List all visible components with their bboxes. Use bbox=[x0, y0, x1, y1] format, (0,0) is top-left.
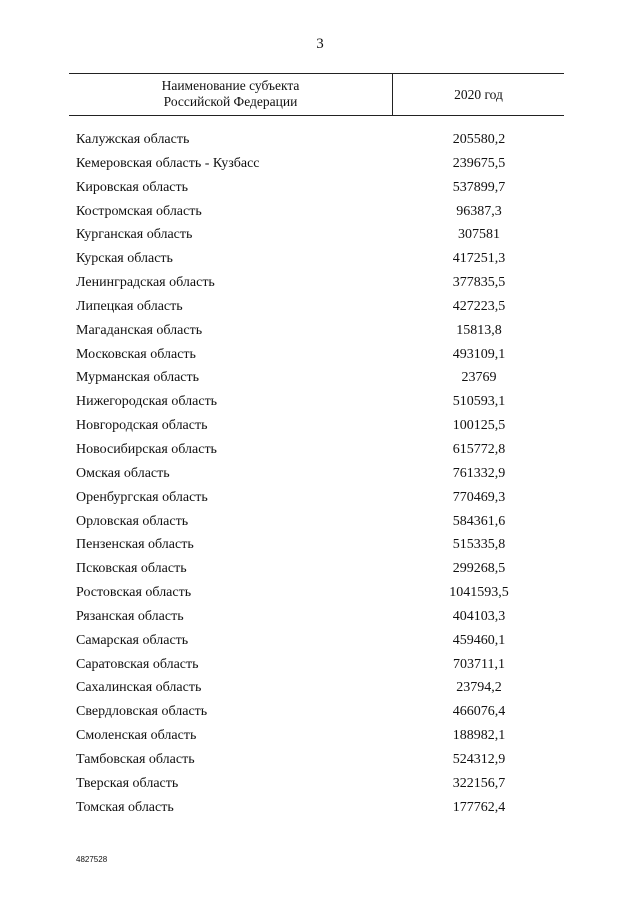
subject-value: 307581 bbox=[458, 227, 500, 243]
subject-value: 100125,5 bbox=[452, 418, 506, 434]
subject-value: 537899,7 bbox=[452, 179, 506, 195]
document-code: 4827528 bbox=[76, 855, 108, 864]
header-year: 2020 год bbox=[454, 87, 503, 102]
table-row bbox=[0, 319, 640, 343]
subject-value: 703711,1 bbox=[453, 656, 505, 672]
table-row bbox=[0, 176, 640, 200]
table-row bbox=[0, 724, 640, 748]
table-body bbox=[0, 128, 640, 819]
table-row bbox=[0, 557, 640, 581]
table-row bbox=[0, 271, 640, 295]
subject-name: Тверская область bbox=[76, 775, 179, 791]
subject-value: 299268,5 bbox=[452, 561, 506, 577]
subject-value: 1041593,5 bbox=[449, 585, 509, 601]
table-row bbox=[0, 247, 640, 271]
subject-name: Омская область bbox=[76, 465, 170, 481]
subject-value: 584361,6 bbox=[452, 513, 506, 529]
header-subject-name-line1: Наименование субъекта bbox=[161, 78, 300, 93]
table-row bbox=[0, 796, 640, 820]
subject-name: Тамбовская область bbox=[76, 751, 195, 767]
subject-value: 188982,1 bbox=[452, 728, 506, 744]
table-row bbox=[0, 629, 640, 653]
table-row bbox=[0, 533, 640, 557]
subject-name: Курская область bbox=[76, 251, 173, 267]
subject-value: 459460,1 bbox=[452, 632, 506, 648]
table-row bbox=[0, 605, 640, 629]
subject-value: 770469,3 bbox=[452, 489, 506, 505]
subject-name: Смоленская область bbox=[76, 728, 197, 744]
subject-name: Томская область bbox=[76, 799, 174, 815]
subject-value: 239675,5 bbox=[452, 155, 506, 171]
subject-name: Новгородская область bbox=[76, 418, 208, 434]
table-row bbox=[0, 486, 640, 510]
table-row bbox=[0, 295, 640, 319]
table-row bbox=[0, 343, 640, 367]
subject-name: Оренбургская область bbox=[76, 489, 208, 505]
subject-value: 377835,5 bbox=[452, 275, 506, 291]
subject-value: 96387,3 bbox=[456, 203, 502, 219]
table-row bbox=[0, 223, 640, 247]
subject-value: 761332,9 bbox=[452, 465, 506, 481]
table-row bbox=[0, 676, 640, 700]
table-row bbox=[0, 438, 640, 462]
subject-value: 23769 bbox=[461, 370, 497, 386]
subject-value: 427223,5 bbox=[452, 298, 506, 314]
subject-value: 205580,2 bbox=[452, 132, 506, 147]
table-row bbox=[0, 772, 640, 796]
subject-name: Кировская область bbox=[76, 179, 189, 195]
subject-name: Ленинградская область bbox=[76, 275, 215, 291]
subject-name: Орловская область bbox=[76, 513, 189, 529]
subject-name: Новосибирская область bbox=[76, 441, 217, 457]
subject-name: Курганская область bbox=[76, 227, 193, 243]
subject-name: Костромская область bbox=[76, 203, 202, 219]
table-row bbox=[0, 653, 640, 677]
subject-name: Мурманская область bbox=[76, 370, 200, 386]
subject-value: 493109,1 bbox=[452, 346, 506, 362]
table-row bbox=[0, 390, 640, 414]
table-row bbox=[0, 414, 640, 438]
subject-value: 23794,2 bbox=[456, 680, 502, 696]
table-row bbox=[0, 128, 640, 152]
subject-name: Самарская область bbox=[76, 632, 189, 648]
subject-name: Саратовская область bbox=[76, 656, 199, 672]
subject-value: 417251,3 bbox=[452, 251, 506, 267]
header-subject-name-line2: Российской Федерации bbox=[163, 94, 298, 109]
subject-value: 404103,3 bbox=[452, 608, 506, 624]
subject-name: Свердловская область bbox=[76, 704, 208, 720]
subject-name: Магаданская область bbox=[76, 322, 203, 338]
table-row bbox=[0, 510, 640, 534]
table-row bbox=[0, 581, 640, 605]
table-row bbox=[0, 700, 640, 724]
table-row bbox=[0, 152, 640, 176]
subject-value: 515335,8 bbox=[452, 537, 506, 553]
subject-value: 322156,7 bbox=[452, 775, 506, 791]
subject-name: Пензенская область bbox=[76, 537, 194, 553]
table-row bbox=[0, 462, 640, 486]
subject-value: 177762,4 bbox=[452, 799, 506, 815]
subject-name: Липецкая область bbox=[76, 298, 183, 314]
page-number: 3 bbox=[316, 36, 324, 52]
subject-value: 615772,8 bbox=[452, 441, 506, 457]
table-row bbox=[0, 366, 640, 390]
subject-name: Калужская область bbox=[76, 132, 190, 147]
subject-value: 510593,1 bbox=[452, 394, 506, 410]
subject-name: Нижегородская область bbox=[76, 394, 218, 410]
header-subject-name bbox=[69, 78, 392, 110]
table-row bbox=[0, 748, 640, 772]
subject-name: Псковская область bbox=[76, 561, 187, 577]
table-header bbox=[69, 73, 564, 116]
subject-name: Кемеровская область - Кузбасс bbox=[76, 155, 260, 171]
table-row bbox=[0, 200, 640, 224]
subject-value: 15813,8 bbox=[456, 322, 502, 338]
subject-name: Московская область bbox=[76, 346, 196, 362]
subject-name: Сахалинская область bbox=[76, 680, 202, 696]
subject-value: 524312,9 bbox=[452, 751, 506, 767]
subject-name: Ростовская область bbox=[76, 585, 192, 601]
subject-name: Рязанская область bbox=[76, 608, 184, 624]
subject-value: 466076,4 bbox=[452, 704, 506, 720]
